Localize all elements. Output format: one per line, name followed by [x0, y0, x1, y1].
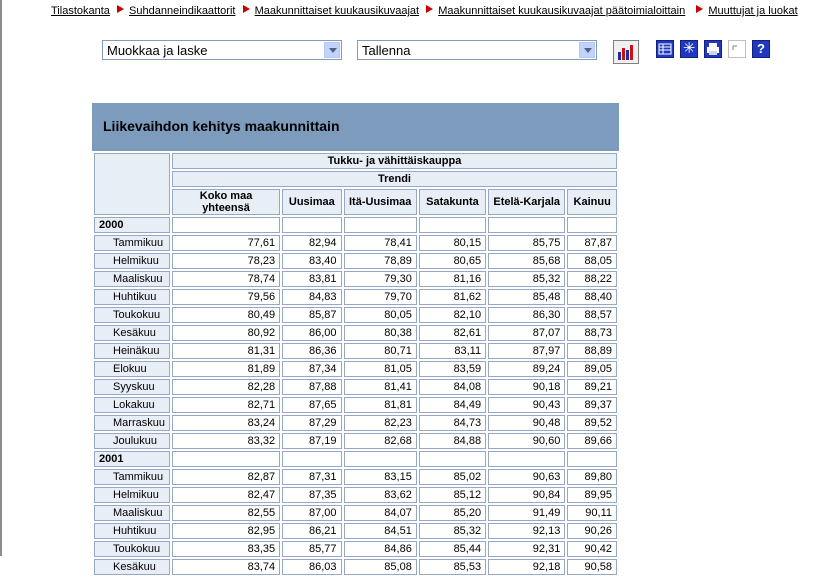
breadcrumb — [51, 5, 798, 17]
breadcrumb-arrow-icon — [243, 5, 250, 13]
value-cell: 85,53 — [419, 559, 486, 575]
value-cell: 91,49 — [488, 505, 565, 521]
value-cell: 81,81 — [344, 397, 417, 413]
data-table — [92, 151, 619, 577]
month-label: Toukokuu — [94, 541, 170, 557]
value-cell: 86,36 — [282, 343, 341, 359]
value-cell: 87,31 — [282, 469, 341, 485]
table-row — [94, 325, 617, 341]
value-cell: 88,40 — [567, 289, 617, 305]
table-row — [94, 559, 617, 575]
value-cell: 78,89 — [344, 253, 417, 269]
value-cell: 77,61 — [172, 235, 280, 251]
value-cell: 90,58 — [567, 559, 617, 575]
table-row — [94, 397, 617, 413]
column-header: Etelä-Karjala — [488, 189, 565, 215]
month-label: Marraskuu — [94, 415, 170, 431]
header-group: Tukku- ja vähittäiskauppa — [172, 153, 617, 169]
printer-icon — [705, 41, 721, 57]
value-cell: 78,23 — [172, 253, 280, 269]
table-row — [94, 523, 617, 539]
blank-cell — [282, 217, 341, 233]
value-cell: 80,38 — [344, 325, 417, 341]
value-cell: 85,02 — [419, 469, 486, 485]
value-cell: 82,47 — [172, 487, 280, 503]
value-cell: 79,70 — [344, 289, 417, 305]
value-cell: 83,15 — [344, 469, 417, 485]
value-cell: 85,44 — [419, 541, 486, 557]
value-cell: 79,56 — [172, 289, 280, 305]
corner-icon[interactable] — [728, 40, 746, 58]
value-cell: 86,00 — [282, 325, 341, 341]
value-cell: 83,59 — [419, 361, 486, 377]
value-cell: 84,07 — [344, 505, 417, 521]
table-row — [94, 415, 617, 431]
breadcrumb-link-paatoimialoittain[interactable]: Maakunnittaiset kuukausikuvaajat päätoimialoittain — [438, 5, 686, 17]
blank-cell — [488, 217, 565, 233]
value-cell: 88,57 — [567, 307, 617, 323]
column-header: Itä-Uusimaa — [344, 189, 417, 215]
bar-chart-icon — [616, 43, 636, 61]
table-row — [94, 343, 617, 359]
value-cell: 83,24 — [172, 415, 280, 431]
value-cell: 89,95 — [567, 487, 617, 503]
print-icon[interactable] — [704, 40, 722, 58]
value-cell: 90,63 — [488, 469, 565, 485]
value-cell: 87,29 — [282, 415, 341, 431]
value-cell: 78,74 — [172, 271, 280, 287]
value-cell: 84,73 — [419, 415, 486, 431]
value-cell: 85,87 — [282, 307, 341, 323]
value-cell: 82,87 — [172, 469, 280, 485]
value-cell: 90,18 — [488, 379, 565, 395]
value-cell: 90,48 — [488, 415, 565, 431]
value-cell: 89,66 — [567, 433, 617, 449]
value-cell: 82,68 — [344, 433, 417, 449]
table-row — [94, 487, 617, 503]
value-cell: 90,60 — [488, 433, 565, 449]
value-cell: 84,86 — [344, 541, 417, 557]
table-panel — [92, 103, 619, 573]
edit-calculate-select[interactable] — [102, 40, 342, 60]
year-label: 2000 — [94, 217, 170, 233]
chevron-down-icon[interactable] — [579, 42, 595, 58]
breadcrumb-arrow-icon — [117, 5, 124, 13]
table-title: Liikevaihdon kehitys maakunnittain — [103, 118, 340, 134]
column-header: Satakunta — [419, 189, 486, 215]
value-cell: 81,05 — [344, 361, 417, 377]
breadcrumb-link-kuukausikuvaajat[interactable]: Maakunnittaiset kuukausikuvaajat — [254, 5, 420, 17]
value-cell: 86,21 — [282, 523, 341, 539]
value-cell: 89,80 — [567, 469, 617, 485]
value-cell: 87,97 — [488, 343, 565, 359]
breadcrumb-link-suhdanneindikaattorit[interactable]: Suhdanneindikaattorit — [129, 5, 236, 17]
value-cell: 81,62 — [419, 289, 486, 305]
value-cell: 82,55 — [172, 505, 280, 521]
value-cell: 85,32 — [488, 271, 565, 287]
table-row — [94, 235, 617, 251]
value-cell: 83,32 — [172, 433, 280, 449]
blank-cell — [172, 217, 280, 233]
month-label: Helmikuu — [94, 487, 170, 503]
blank-cell — [282, 451, 341, 467]
header-sub: Trendi — [172, 171, 617, 187]
table-view-icon[interactable] — [656, 40, 674, 58]
value-cell: 84,88 — [419, 433, 486, 449]
table-row — [94, 379, 617, 395]
value-cell: 88,89 — [567, 343, 617, 359]
breadcrumb-link-muuttujat[interactable]: Muuttujat ja luokat — [708, 5, 798, 17]
month-label: Huhtikuu — [94, 523, 170, 539]
value-cell: 85,20 — [419, 505, 486, 521]
save-select-value: Tallenna — [362, 43, 411, 58]
blank-cell — [488, 451, 565, 467]
value-cell: 84,49 — [419, 397, 486, 413]
value-cell: 92,18 — [488, 559, 565, 575]
value-cell: 81,16 — [419, 271, 486, 287]
table-row — [94, 541, 617, 557]
value-cell: 83,11 — [419, 343, 486, 359]
blank-cell — [344, 217, 417, 233]
value-cell: 82,71 — [172, 397, 280, 413]
value-cell: 84,51 — [344, 523, 417, 539]
value-cell: 87,87 — [567, 235, 617, 251]
value-cell: 92,13 — [488, 523, 565, 539]
value-cell: 82,94 — [282, 235, 341, 251]
month-label: Tammikuu — [94, 235, 170, 251]
table-row — [94, 289, 617, 305]
value-cell: 82,28 — [172, 379, 280, 395]
save-select[interactable] — [357, 40, 597, 60]
value-cell: 80,05 — [344, 307, 417, 323]
table-grid-icon — [657, 41, 673, 57]
blank-cell — [344, 451, 417, 467]
column-header: Koko maa yhteensä — [172, 189, 280, 215]
value-cell: 82,61 — [419, 325, 486, 341]
table-row — [94, 271, 617, 287]
value-cell: 86,03 — [282, 559, 341, 575]
chevron-down-icon[interactable] — [324, 42, 340, 58]
breadcrumb-arrow-icon — [426, 5, 433, 13]
value-cell: 83,40 — [282, 253, 341, 269]
value-cell: 80,65 — [419, 253, 486, 269]
value-cell: 80,15 — [419, 235, 486, 251]
value-cell: 81,89 — [172, 361, 280, 377]
value-cell: 89,24 — [488, 361, 565, 377]
value-cell: 87,19 — [282, 433, 341, 449]
value-cell: 85,08 — [344, 559, 417, 575]
value-cell: 82,10 — [419, 307, 486, 323]
edit-calculate-select-value: Muokkaa ja laske — [107, 43, 208, 58]
month-label: Joulukuu — [94, 433, 170, 449]
value-cell: 90,11 — [567, 505, 617, 521]
value-cell: 90,42 — [567, 541, 617, 557]
value-cell: 81,31 — [172, 343, 280, 359]
value-cell: 85,68 — [488, 253, 565, 269]
value-cell: 78,41 — [344, 235, 417, 251]
value-cell: 87,35 — [282, 487, 341, 503]
month-label: Kesäkuu — [94, 325, 170, 341]
value-cell: 82,95 — [172, 523, 280, 539]
value-cell: 85,12 — [419, 487, 486, 503]
month-label: Kesäkuu — [94, 559, 170, 575]
year-label: 2001 — [94, 451, 170, 467]
table-row — [94, 361, 617, 377]
month-label: Tammikuu — [94, 469, 170, 485]
year-row — [94, 217, 617, 233]
month-label: Huhtikuu — [94, 289, 170, 305]
value-cell: 82,23 — [344, 415, 417, 431]
value-cell: 89,37 — [567, 397, 617, 413]
value-cell: 92,31 — [488, 541, 565, 557]
value-cell: 83,62 — [344, 487, 417, 503]
blank-cell — [419, 451, 486, 467]
column-header: Uusimaa — [282, 189, 341, 215]
value-cell: 83,35 — [172, 541, 280, 557]
month-label: Lokakuu — [94, 397, 170, 413]
blank-cell — [419, 217, 486, 233]
value-cell: 87,65 — [282, 397, 341, 413]
value-cell: 88,22 — [567, 271, 617, 287]
value-cell: 84,08 — [419, 379, 486, 395]
value-cell: 81,41 — [344, 379, 417, 395]
month-label: Elokuu — [94, 361, 170, 377]
table-title-bar — [92, 103, 619, 151]
table-row — [94, 469, 617, 485]
month-label: Heinäkuu — [94, 343, 170, 359]
value-cell: 87,88 — [282, 379, 341, 395]
value-cell: 86,30 — [488, 307, 565, 323]
value-cell: 85,48 — [488, 289, 565, 305]
table-row — [94, 505, 617, 521]
help-icon[interactable]: ? — [752, 40, 770, 58]
table-row — [94, 307, 617, 323]
value-cell: 90,43 — [488, 397, 565, 413]
corner-mark-icon — [729, 41, 745, 57]
table-row — [94, 433, 617, 449]
value-cell: 89,52 — [567, 415, 617, 431]
value-cell: 88,05 — [567, 253, 617, 269]
value-cell: 87,34 — [282, 361, 341, 377]
table-row — [94, 253, 617, 269]
value-cell: 83,74 — [172, 559, 280, 575]
year-row — [94, 451, 617, 467]
value-cell: 80,49 — [172, 307, 280, 323]
value-cell: 85,77 — [282, 541, 341, 557]
value-cell: 88,73 — [567, 325, 617, 341]
value-cell: 84,83 — [282, 289, 341, 305]
value-cell: 83,81 — [282, 271, 341, 287]
column-header: Kainuu — [567, 189, 617, 215]
window-left-border — [0, 0, 2, 556]
month-label: Helmikuu — [94, 253, 170, 269]
blank-cell — [567, 451, 617, 467]
value-cell: 80,92 — [172, 325, 280, 341]
star-icon[interactable]: ✳ — [680, 40, 698, 58]
month-label: Maaliskuu — [94, 505, 170, 521]
table-corner — [94, 153, 170, 215]
value-cell: 89,05 — [567, 361, 617, 377]
breadcrumb-link-tilastokanta[interactable]: Tilastokanta — [51, 5, 110, 17]
blank-cell — [567, 217, 617, 233]
value-cell: 80,71 — [344, 343, 417, 359]
breadcrumb-arrow-icon — [696, 5, 703, 13]
month-label: Toukokuu — [94, 307, 170, 323]
value-cell: 79,30 — [344, 271, 417, 287]
value-cell: 89,21 — [567, 379, 617, 395]
month-label: Syyskuu — [94, 379, 170, 395]
value-cell: 90,84 — [488, 487, 565, 503]
value-cell: 87,07 — [488, 325, 565, 341]
chart-button[interactable] — [613, 40, 639, 64]
blank-cell — [172, 451, 280, 467]
value-cell: 85,32 — [419, 523, 486, 539]
month-label: Maaliskuu — [94, 271, 170, 287]
value-cell: 87,00 — [282, 505, 341, 521]
value-cell: 90,26 — [567, 523, 617, 539]
value-cell: 85,75 — [488, 235, 565, 251]
